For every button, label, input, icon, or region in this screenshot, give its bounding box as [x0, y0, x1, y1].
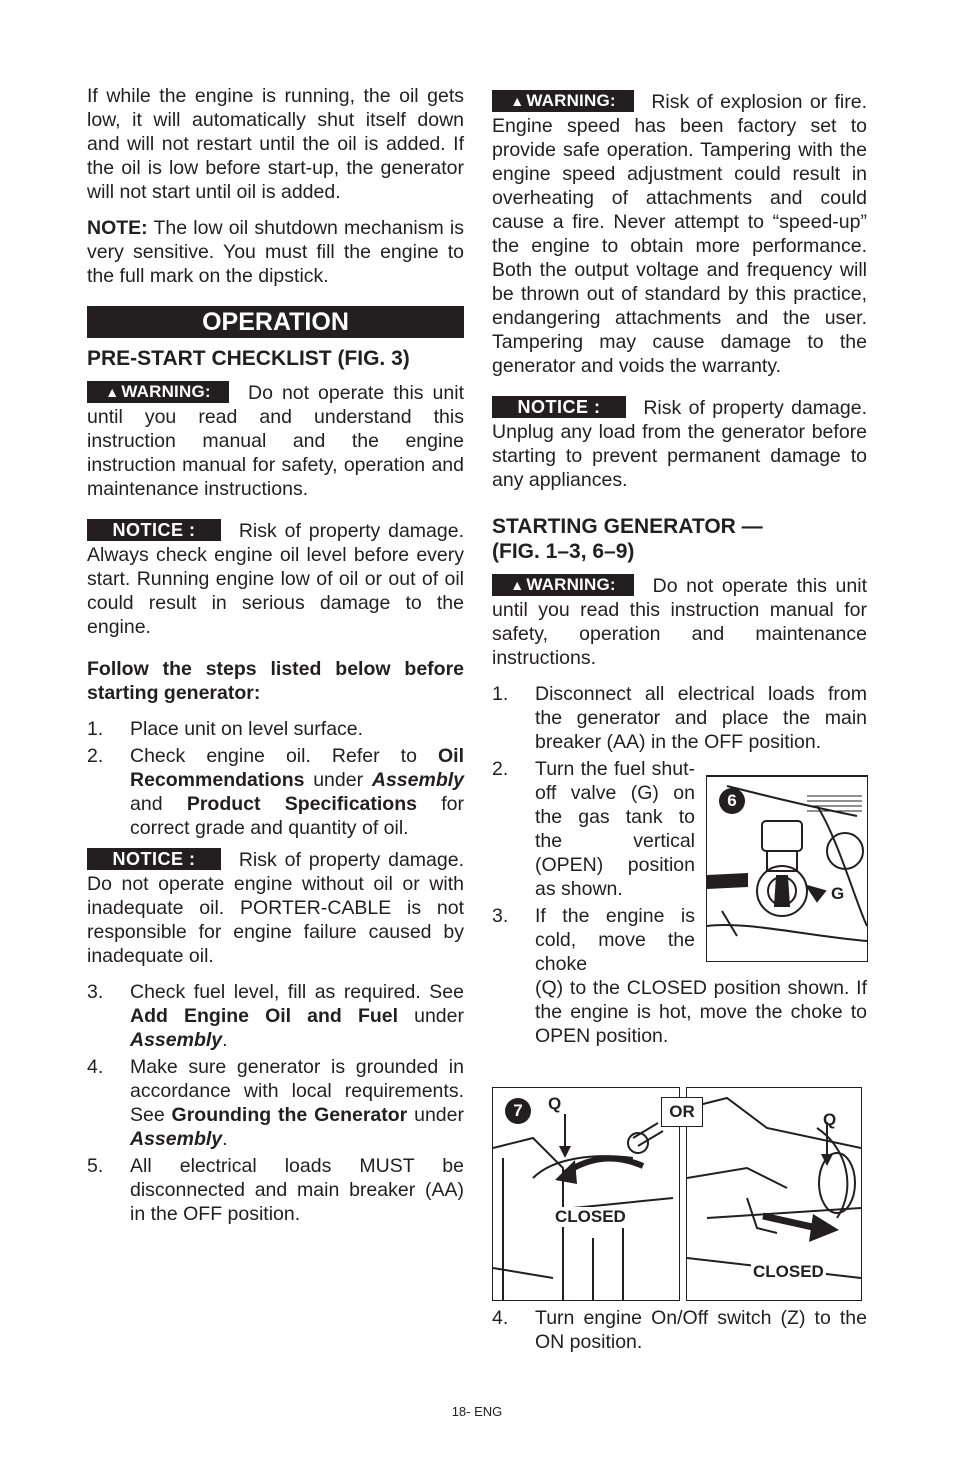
low-oil-intro: If while the engine is running, the oil gets low, it will automatically shut itself down and will not restart until the oil is added. If the oil is low before start-up, the generator will not start until oil is added. — [87, 85, 464, 203]
warning-triangle-icon: ▲ — [105, 384, 120, 400]
warning-text-3: Do not operate this unit until you read this instruction manual for safety, operation and maintenance instructions. — [492, 575, 867, 669]
starting-generator-heading: STARTING GENERATOR — (FIG. 1–3, 6–9) — [492, 515, 763, 563]
warning-paragraph-1 — [87, 381, 464, 501]
notice-text-2: Risk of property damage. Do not operate engine without oil or with inadequate oil. PORTER-CABLE is not responsible for engine failure caused by inadequate oil. — [87, 849, 464, 967]
notice-text-3: Risk of property damage. Unplug any load from the generator before starting to prevent permanent damage to any appliances. — [492, 397, 867, 491]
list-item: 2. Turn the fuel shut-off valve (G) on the gas tank to the vertical (OPEN) position as shown. — [492, 758, 695, 900]
list-item: 4. Turn engine On/Off switch (Z) to the ON position. — [492, 1307, 867, 1353]
label-fuel-valve-g: G — [831, 884, 845, 903]
notice-text-1: Risk of property damage. Always check engine oil level before every start. Running engine low of oil or out of oil could result in serious damage to the engine. — [87, 520, 464, 638]
notice-paragraph-1 — [87, 519, 464, 639]
note-text: The low oil shutdown mechanism is very sensitive. You must fill the engine to the full mark on the dipstick. — [87, 217, 464, 287]
warning-text-2: Risk of explosion or fire. Engine speed has been factory set to provide safe operation. Tampering with the engine speed adjustment could result in overheating of attachments and could cause a fire. Never attempt to “speed-up” the engine to obtain more performance. Both the output voltage and frequency will be thrown out of standard by this practice, endangering attachments and the user. Tampering may cause damage to the generator and voids the warranty. — [492, 91, 867, 377]
warning-badge: ▲ WARNING: — [492, 90, 634, 112]
checklist-steps-a — [87, 717, 464, 840]
list-item: 3. Check fuel level, fill as required. See Add Engine Oil and Fuel under Assembly. — [87, 981, 464, 1051]
or-separator-label: OR — [661, 1097, 703, 1127]
warning-text-1: Do not operate this unit until you read and understand this instruction manual and the engine instruction manual for safety, operation and maintenance instructions. — [87, 382, 464, 500]
warning-badge: ▲ WARNING: — [87, 381, 229, 403]
figure-number-badge: 7 — [505, 1098, 531, 1124]
list-item: 3. If the engine is cold, move the choke (Q) to the CLOSED position shown. If the engine is hot, move the choke to OPEN position. — [492, 905, 867, 1047]
steps-intro: Follow the steps listed below before starting generator: — [87, 658, 464, 704]
list-item: 2. Check engine oil. Refer to Oil Recommendations under Assembly and Product Specifications for correct grade and quantity of oil. — [87, 745, 464, 839]
list-item: 5. All electrical loads MUST be disconnected and main breaker (AA) in the OFF position. — [87, 1155, 464, 1225]
list-item: 1. Disconnect all electrical loads from the generator and place the main breaker (AA) in the OFF position. — [492, 683, 867, 753]
starting-steps-continued — [492, 1306, 867, 1354]
left-column — [87, 84, 464, 1226]
label-closed: CLOSED — [555, 1207, 626, 1226]
figure-number-badge: 6 — [719, 788, 745, 814]
list-item: 1. Place unit on level surface. — [87, 718, 364, 740]
notice-paragraph-3 — [492, 396, 867, 492]
label-choke-q: Q — [548, 1094, 562, 1113]
label-choke-q: Q — [823, 1110, 837, 1129]
notice-badge: NOTICE : — [87, 519, 221, 541]
section-title-operation: OPERATION — [87, 306, 464, 338]
warning-paragraph-2 — [492, 90, 867, 378]
list-item: 4. Make sure generator is grounded in accordance with local requirements. See Grounding the Generator under Assembly. — [87, 1056, 464, 1150]
note-paragraph — [87, 216, 464, 288]
figure-7-right-panel — [686, 1087, 862, 1301]
warning-badge: ▲ WARNING: — [492, 574, 634, 596]
figure-7-left-panel — [492, 1087, 680, 1301]
warning-triangle-icon: ▲ — [510, 93, 525, 109]
label-closed: CLOSED — [753, 1262, 824, 1281]
notice-paragraph-2 — [87, 848, 464, 968]
notice-badge: NOTICE : — [87, 848, 221, 870]
warning-triangle-icon: ▲ — [510, 577, 525, 593]
checklist-steps-b — [87, 980, 464, 1226]
warning-paragraph-3 — [492, 574, 867, 670]
page-footer: 18- ENG — [451, 1404, 503, 1419]
figure-6-fuel-valve — [706, 775, 868, 962]
pre-start-checklist-heading: PRE-START CHECKLIST (FIG. 3) — [87, 347, 410, 370]
notice-badge: NOTICE : — [492, 396, 626, 418]
note-label: NOTE: — [87, 217, 148, 239]
